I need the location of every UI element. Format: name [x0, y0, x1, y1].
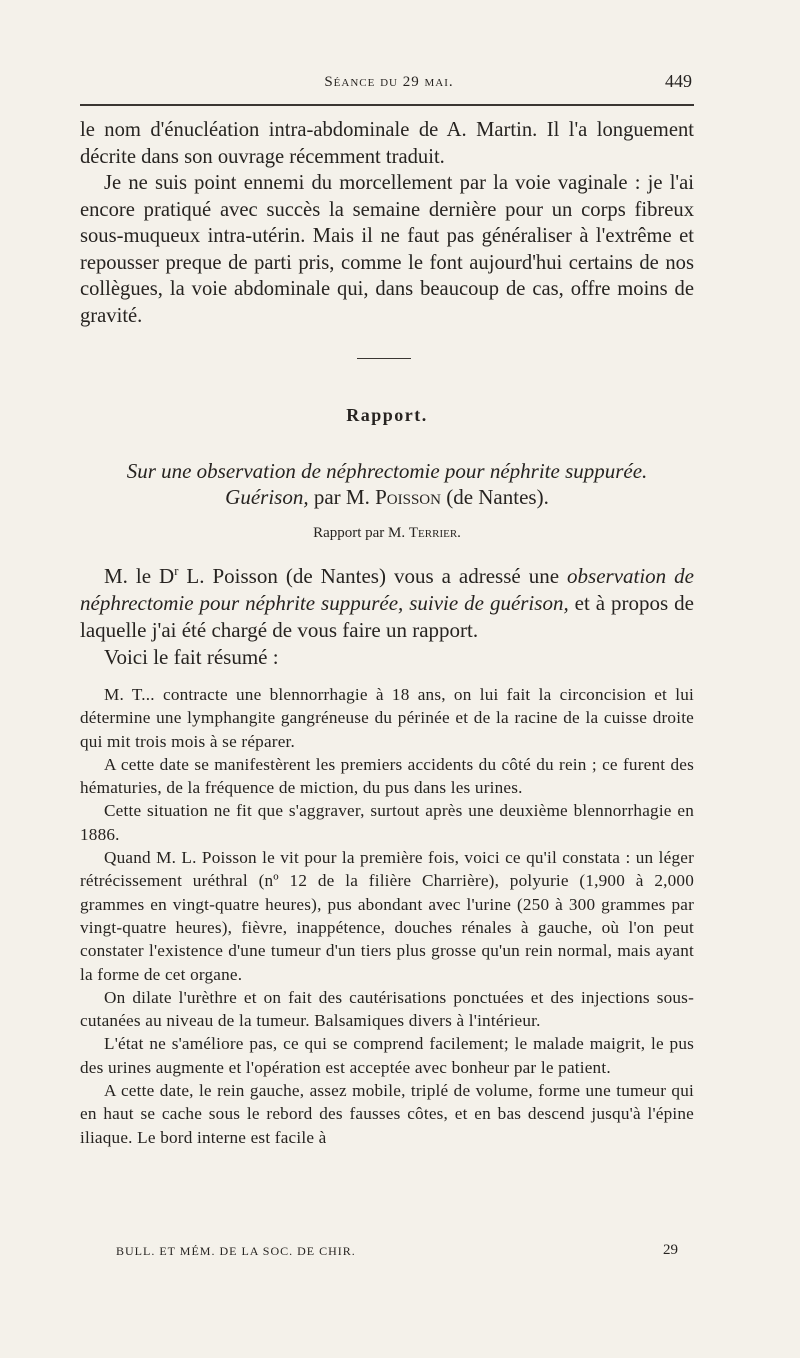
case-text	[80, 683, 694, 1149]
case-paragraph: Cette situation ne fit que s'aggraver, surtout après une deuxième blennorrhagie en 1886.	[80, 801, 694, 844]
intro-text	[80, 117, 694, 329]
report-paragraph-2: Voici le fait résumé :	[104, 645, 279, 669]
intro-paragraph-1: le nom d'énucléation intra-abdominale de A. Martin. Il l'a longuement décrite dans son ouvrage récemment traduit.	[80, 119, 694, 168]
case-paragraph: L'état ne s'améliore pas, ce qui se comprend facilement; le malade maigrit, le pus des urines augmente et l'opération est acceptée avec bonheur par le patient.	[80, 1034, 694, 1077]
signature-number: 29	[663, 1242, 678, 1258]
running-header	[80, 70, 698, 100]
report-title-line-2	[80, 484, 694, 510]
report-text	[80, 563, 694, 671]
section-divider	[357, 358, 411, 359]
reporter-prefix: Rapport par M.	[313, 525, 409, 541]
section-heading: Rapport.	[346, 405, 428, 425]
case-paragraph: A cette date, le rein gauche, assez mobile, triplé de volume, forme une tumeur qui en haut se cache sous le rebord des fausses côtes, et en bas descend jusqu'à l'épine iliaque. Le bord interne est facile à	[80, 1081, 694, 1147]
report-title-place: (de Nantes).	[440, 485, 549, 509]
report-p1-c: et à propos de laquelle j'ai été chargé de vous faire un rapport.	[80, 591, 694, 642]
report-p1-sup: r	[174, 564, 179, 578]
running-title-date: 29	[402, 74, 420, 90]
report-title-italic-2: Guérison,	[225, 485, 309, 509]
page-number: 449	[665, 71, 692, 91]
case-paragraph: Quand M. L. Poisson le vit pour la première fois, voici ce qu'il constata : un léger rétrécissement uréthral (nº 12 de la filière Charrière), polyurie (1,900 à 2,000 grammes en vingt-quatre heures), pus abondant avec l'urine (250 à 300 grammes par vingt-quatre heures), fièvre, inappétence, douches rénales à gauche, où l'on peut constater l'existence d'une tumeur d'un tiers plus grosse qu'un rein normal, mais ayant la forme de cet organe.	[80, 848, 694, 984]
header-rule	[80, 104, 694, 106]
report-p1-a: M. le D	[104, 564, 175, 588]
report-title-italic-1: Sur une observation de néphrectomie pour néphrite suppurée.	[126, 459, 648, 483]
report-p1-b: L. Poisson (de Nantes) vous a adressé une	[178, 564, 568, 588]
report-title-line-1	[80, 458, 694, 484]
reporter-line	[80, 525, 694, 542]
report-title-author: Poisson	[375, 485, 441, 509]
report-paragraph-1	[80, 563, 694, 644]
running-title-a: Séance du	[324, 74, 403, 90]
case-paragraph: A cette date se manifestèrent les premiers accidents du côté du rein ; ce furent des hématuries, de la fréquence de miction, du pus dans les urines.	[80, 754, 694, 798]
signature-line: BULL. ET MÉM. DE LA SOC. DE CHIR.	[116, 1244, 356, 1258]
running-title-month: mai.	[419, 74, 454, 90]
reporter-name: Terrier.	[408, 525, 461, 541]
page-footer	[80, 1244, 694, 1264]
report-title-by: par M.	[308, 485, 376, 509]
report-p1-italic: observation de néphrectomie pour néphrite suppurée, suivie de guérison,	[80, 564, 694, 615]
intro-paragraph-2: Je ne suis point ennemi du morcellement par la voie vaginale : je l'ai encore pratiqué avec succès la semaine dernière pour un corps fibreux sous-muqueux intra-utérin. Mais il ne faut pas généraliser à l'extrême et repousser preque de parti pris, comme le font aujourd'hui certains de nos collègues, la voie abdominale qui, dans beaucoup de cas, offre moins de gravité.	[80, 172, 694, 327]
case-paragraph: M. T... contracte une blennorrhagie à 18 ans, on lui fait la circoncision et lui détermine une lymphangite gangréneuse du périnée et de la racine de la cuisse droite qui mit trois mois à se réparer.	[80, 685, 694, 751]
case-paragraph: On dilate l'urèthre et on fait des cautérisations ponctuées et des injections sous-cutanées au niveau de la tumeur. Balsamiques divers à l'intérieur.	[80, 987, 694, 1031]
running-title	[80, 74, 698, 91]
